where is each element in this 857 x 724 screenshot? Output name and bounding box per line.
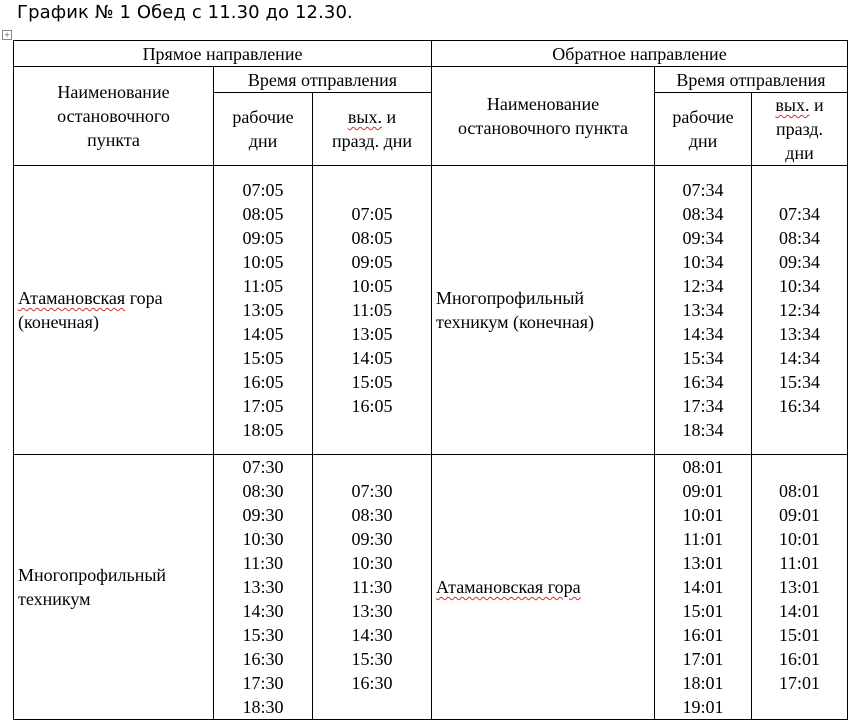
- weekend-times-cell: 07:05 08:05 09:05 10:05 11:05 13:05 14:05 15:05 16:05: [313, 166, 432, 455]
- forward-direction-header: Прямое направление: [14, 41, 432, 67]
- stop-name-cell: [14, 166, 214, 455]
- workday-times-cell: 08:01 09:01 10:01 11:01 13:01 14:01 15:01 16:01 17:01 18:01 19:01: [655, 455, 752, 720]
- weekend-header-forward: [313, 93, 432, 166]
- table-row: [14, 455, 848, 720]
- table-move-handle-icon[interactable]: +: [2, 30, 12, 40]
- stop-name-part: Атамановская: [18, 288, 126, 308]
- weekend-prefix: вых.: [775, 95, 810, 115]
- weekend-times-cell: 07:34 08:34 09:34 10:34 12:34 13:34 14:34 15:34 16:34: [752, 166, 848, 455]
- stop-name-header-forward: Наименование остановочного пункта: [14, 67, 214, 166]
- weekend-times-cell: 07:30 08:30 09:30 10:30 11:30 13:30 14:30 15:30 16:30: [313, 455, 432, 720]
- workday-times-cell: 07:05 08:05 09:05 10:05 11:05 13:05 14:05 15:05 16:05 17:05 18:05: [214, 166, 313, 455]
- stop-name-header-backward: Наименование остановочного пункта: [432, 67, 655, 166]
- departure-time-header-backward: Время отправления: [655, 67, 848, 93]
- weekend-rest: и празд. дни: [775, 95, 824, 163]
- page-title: График № 1 Обед с 11.30 до 12.30.: [17, 2, 353, 23]
- workday-times-cell: 07:30 08:30 09:30 10:30 11:30 13:30 14:30 15:30 16:30 17:30 18:30: [214, 455, 313, 720]
- stop-name-cell: Атамановская гора: [432, 455, 655, 720]
- weekend-header-backward: [752, 93, 848, 166]
- schedule-table: [13, 40, 848, 720]
- stop-name-cell: Многопрофильный техникум: [14, 455, 214, 720]
- workday-times-cell: 07:34 08:34 09:34 10:34 12:34 13:34 14:34 15:34 16:34 17:34 18:34: [655, 166, 752, 455]
- table-row: [14, 166, 848, 455]
- weekend-prefix: вых.: [347, 107, 382, 127]
- workdays-header-forward: рабочие дни: [214, 93, 313, 166]
- workdays-header-backward: рабочие дни: [655, 93, 752, 166]
- stop-name-part: гора (конечная): [18, 288, 163, 332]
- stop-name-cell: Многопрофильный техникум (конечная): [432, 166, 655, 455]
- weekend-rest: и празд. дни: [332, 107, 412, 151]
- backward-direction-header: Обратное направление: [432, 41, 848, 67]
- departure-time-header-forward: Время отправления: [214, 67, 432, 93]
- weekend-times-cell: 08:01 09:01 10:01 11:01 13:01 14:01 15:01 16:01 17:01: [752, 455, 848, 720]
